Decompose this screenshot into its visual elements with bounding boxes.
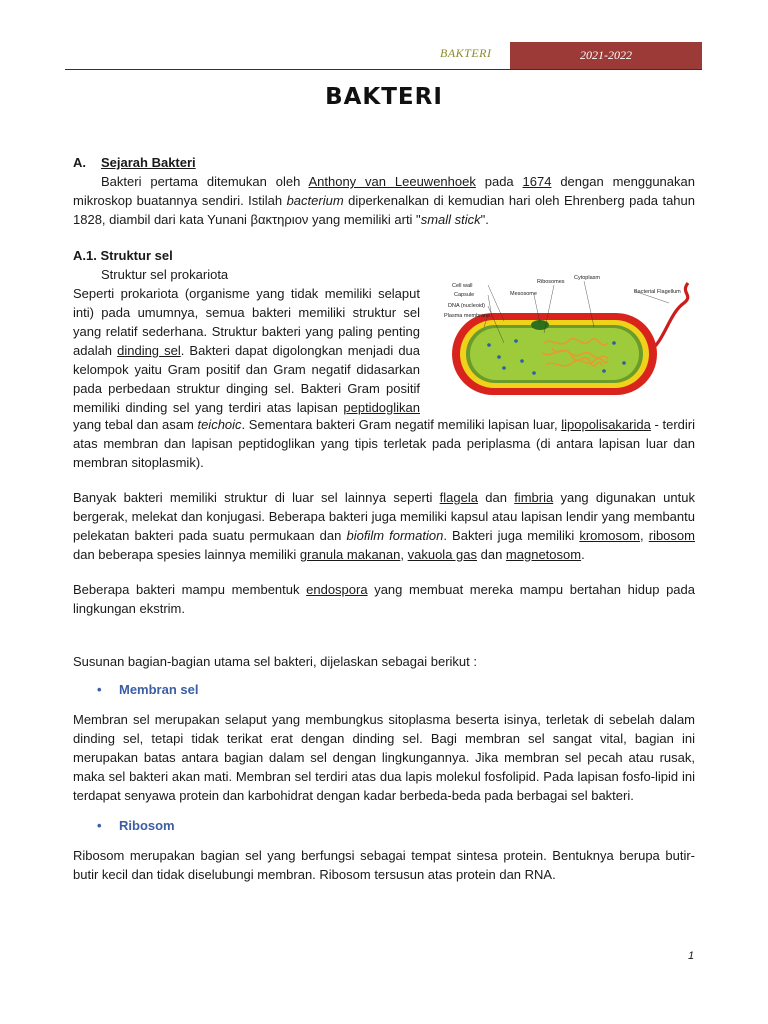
header-label: BAKTERI [440, 46, 492, 60]
text-run: yang membuat mereka mampu bertahan hidup pada lingkungan ekstrim. [73, 582, 695, 616]
label-capsule: Capsule [454, 292, 475, 298]
link-leeuwenhoek[interactable]: Anthony van Leeuwenhoek [308, 174, 476, 189]
section-a-title: Sejarah Bakteri [101, 155, 196, 170]
term-small-stick: small stick [420, 212, 481, 227]
link-ribosom[interactable]: ribosom [648, 528, 695, 543]
link-peptidoglikan[interactable]: peptidoglikan [343, 400, 420, 415]
text-run: . Bakteri juga memiliki [443, 528, 580, 543]
term-biofilm: biofilm formation [346, 528, 444, 543]
link-fimbria[interactable]: fimbria [514, 490, 554, 505]
link-dinding-sel[interactable]: dinding sel [117, 343, 181, 358]
text-run: dengan menggunakan mikroskop buatannya sendiri. Istilah [73, 174, 695, 208]
membran-bullet-heading [97, 682, 198, 697]
label-plasma: Plasma membrane [444, 313, 491, 319]
text-run: diperkenalkan di kemudian hari oleh Ehrenberg pada tahun 1828, diambil dari kata Yunani βακτηριον yang memiliki arti " [73, 193, 695, 227]
page-number: 1 [688, 950, 695, 962]
section-a1-heading: A.1. Struktur sel [73, 248, 173, 263]
text-run: - terdiri atas membran dan lapisan peptidoglikan yang tipis terletak pada periplasma (di antara lapisan luar dan membran sitoplasmik). [73, 417, 695, 470]
term-teichoic: teichoic [197, 417, 242, 432]
membran-text: Membran sel merupakan selaput yang membungkus sitoplasma beserta isinya, terletak di sebelah dalam dinding sel, tetapi tidak terikat erat dengan dinding sel. Bagi membran sel sangat vital, bagian ini merupakan batas antara bagian dalam sel dengan lingkungannya. Jika membran sel pecah atau rusak, maka sel bakteri akan mati. Membran sel terdiri atas dua lapis molekul fosfolipid. Pada lapisan fosfo-lipid ini terdapat senyawa protein dan karbohidrat dengan kadar berbeda-beda pada berbagai sel bakteri. [73, 712, 695, 803]
header-divider [65, 69, 702, 70]
ribosom-text: Ribosom merupakan bagian sel yang berfungsi sebagai tempat sintesa protein. Bentuknya berupa butir-butir kecil dan tidak diselubungi membran. Ribosom tersusun atas protein dan RNA. [73, 848, 695, 882]
section-a1-subheading: Struktur sel prokariota [101, 267, 229, 282]
section-a-paragraph [73, 172, 695, 229]
bacterium-diagram [444, 273, 698, 403]
cytoplasm-shape [470, 328, 639, 380]
text-run: dan beberapa spesies lainnya memiliki [73, 547, 300, 562]
text-run: Bakteri pertama ditemukan oleh [101, 174, 309, 189]
label-cytoplasm: Cytoplasm [574, 275, 600, 281]
term-bacterium: bacterium [286, 193, 344, 208]
link-granula-makanan[interactable]: granula makanan [299, 547, 401, 562]
text-run: yang tebal dan asam [73, 417, 198, 432]
link-flagela[interactable]: flagela [439, 490, 478, 505]
a1-line-4 [73, 341, 420, 360]
section-a-heading [73, 153, 695, 172]
label-dna: DNA (nucleoid) [448, 303, 485, 309]
text-run: Beberapa bakteri mampu membentuk [73, 582, 307, 597]
text-run: , [640, 528, 649, 543]
text-run: . Bakteri dapat digolongkan menjadi dua [180, 343, 421, 358]
text-run: Banyak bakteri memiliki struktur di luar sel lainnya seperti [73, 490, 440, 505]
link-magnetosom[interactable]: magnetosom [505, 547, 582, 562]
label-ribosomes: Ribosomes [537, 279, 565, 285]
text-run: memiliki dinding sel yang terdiri atas lapisan [73, 400, 344, 415]
link-1674[interactable]: 1674 [522, 174, 552, 189]
text-run: yang digunakan untuk bergerak, melekat dan konjugasi. Beberapa bakteri juga memiliki kapsul atau lapisan lendir yang membantu pelekatan bakteri pada suatu permukaan dan [73, 490, 695, 543]
a1-line-2: inti) pada umumnya, semua bakteri memiliki struktur sel [73, 305, 420, 320]
section-a-number: A. [73, 155, 86, 170]
label-mesosome: Mesosome [510, 291, 537, 297]
header-year-bar: 2021-2022 [510, 42, 702, 69]
link-vakuola-gas[interactable]: vakuola gas [407, 547, 477, 562]
text-run: , [400, 547, 408, 562]
label-flagellum: Bacterial Flagellum [634, 289, 681, 295]
paragraph-structures [73, 488, 695, 564]
a1-paragraph-rest [73, 415, 695, 472]
text-run: adalah [73, 343, 118, 358]
a1-line-5: kelompok yaitu Gram positif dan Gram negatif didasarkan [73, 362, 420, 377]
text-run: dan [477, 490, 515, 505]
text-run: pada [475, 174, 523, 189]
membran-heading: Membran sel [119, 682, 199, 697]
label-cell-wall: Cell wall [452, 283, 473, 289]
a1-line-6: pada perbedaan struktur dinging sel. Bakteri Gram positif [73, 381, 420, 396]
bullet-dot: • [97, 682, 102, 697]
a1-line-1: Seperti prokariota (organisme yang tidak memiliki selaput [73, 286, 420, 301]
text-run: . [581, 547, 585, 562]
text-run: . Sementara bakteri Gram negatif memiliki lapisan luar, [241, 417, 562, 432]
text-run: dan [477, 547, 506, 562]
page-title: BAKTERI [325, 84, 443, 110]
link-kromosom[interactable]: kromosom [579, 528, 641, 543]
paragraph-endospora [73, 580, 695, 618]
text-run: ". [480, 212, 489, 227]
a1-line-3: yang relatif sederhana. Struktur bakteri yang paling penting [73, 324, 420, 339]
intro-text: Susunan bagian-bagian utama sel bakteri, dijelaskan sebagai berikut : [73, 654, 477, 669]
link-lipopolisakarida[interactable]: lipopolisakarida [561, 417, 651, 432]
ribosom-heading: Ribosom [119, 818, 175, 833]
bullet-dot: • [97, 818, 102, 833]
link-endospora[interactable]: endospora [306, 582, 368, 597]
ribosom-bullet-heading [97, 818, 175, 833]
